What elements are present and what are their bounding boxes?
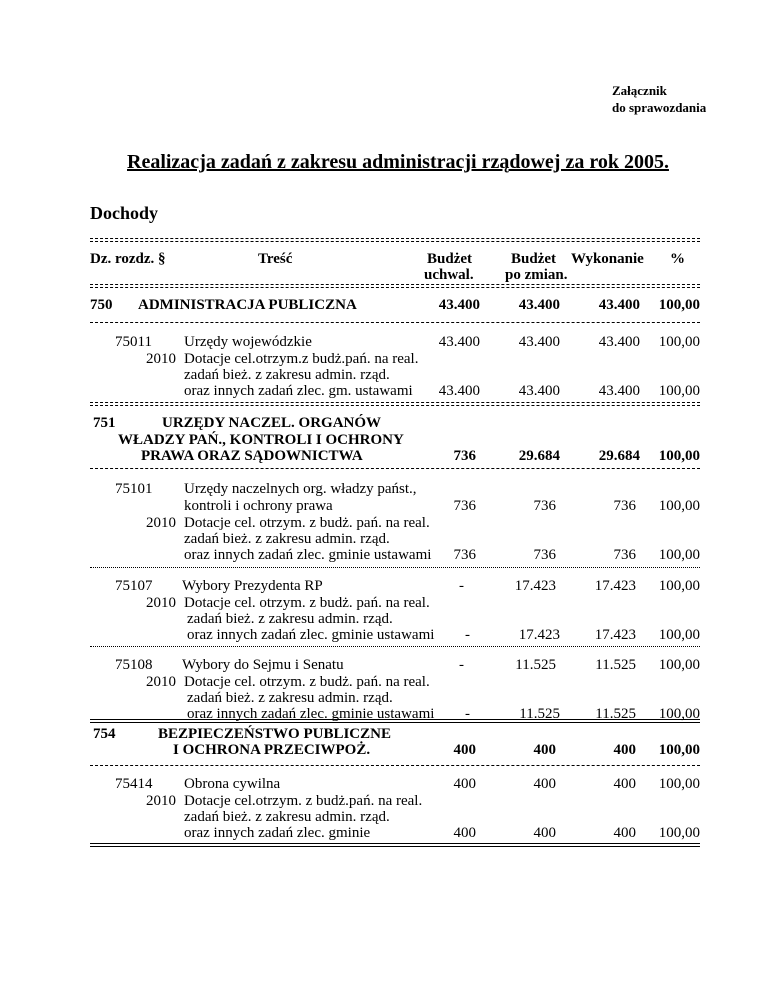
par-75107-line-3: oraz innych zadań zlec. gminie ustawami: [187, 627, 435, 643]
chapter-75107-code: 75107: [115, 578, 153, 594]
par-75101-execution: 736: [613, 547, 636, 563]
par-75414-code: 2010: [146, 793, 176, 809]
par-75414-percent: 100,00: [658, 825, 700, 841]
dept-754-budget-changed: 400: [533, 742, 556, 758]
par-75414-budget-adopted: 400: [453, 825, 476, 841]
par-75107-percent: 100,00: [658, 627, 700, 643]
par-75011-percent: 100,00: [658, 383, 700, 399]
rule: [90, 402, 700, 406]
chapter-75011-percent: 100,00: [658, 334, 700, 350]
par-75101-percent: 100,00: [658, 547, 700, 563]
table-bottom-rule: [90, 843, 700, 847]
par-75107-code: 2010: [146, 595, 176, 611]
par-75101-line-2: zadań bież. z zakresu admin. rząd.: [184, 531, 390, 547]
dept-751-budget-changed: 29.684: [518, 448, 560, 464]
par-75101-line-3: oraz innych zadań zlec. gminie ustawami: [184, 547, 432, 563]
chapter-75108-budget-adopted: -: [459, 657, 464, 673]
dept-750-name: ADMINISTRACJA PUBLICZNA: [138, 297, 357, 313]
par-75011-line-3: oraz innych zadań zlec. gm. ustawami: [184, 383, 413, 399]
par-75101-budget-adopted: 736: [453, 547, 476, 563]
chapter-75107-budget-adopted: -: [459, 578, 464, 594]
dept-751-budget-adopted: 736: [453, 448, 476, 464]
par-75101-budget-changed: 736: [533, 547, 556, 563]
dept-751-name-2: WŁADZY PAŃ., KONTROLI I OCHRONY: [118, 432, 404, 448]
header-budget-changed-2: po zmian.: [505, 267, 568, 283]
header-bottom-rule: [90, 284, 700, 288]
chapter-75414-code: 75414: [115, 776, 153, 792]
rule: [90, 468, 700, 469]
par-75011-code: 2010: [146, 351, 176, 367]
par-75108-code: 2010: [146, 674, 176, 690]
dept-754-budget-adopted: 400: [453, 742, 476, 758]
dept-754-execution: 400: [613, 742, 636, 758]
chapter-75011-budget-adopted: 43.400: [438, 334, 480, 350]
dept-750-code: 750: [90, 297, 113, 313]
header-percent: %: [670, 251, 685, 267]
chapter-75108-code: 75108: [115, 657, 153, 673]
rule: [90, 322, 700, 323]
rule: [90, 567, 700, 568]
header-budget-changed-1: Budżet: [511, 251, 556, 267]
rule: [90, 719, 700, 723]
chapter-75011-budget-changed: 43.400: [518, 334, 560, 350]
par-75011-budget-adopted: 43.400: [438, 383, 480, 399]
dept-754-name-1: BEZPIECZEŃSTWO PUBLICZNE: [158, 726, 391, 742]
par-75414-line-3: oraz innych zadań zlec. gminie: [184, 825, 371, 841]
chapter-75108-percent: 100,00: [658, 657, 700, 673]
chapter-75101-name-2: kontroli i ochrony prawa: [184, 498, 333, 514]
chapter-75011-execution: 43.400: [598, 334, 640, 350]
par-75011-execution: 43.400: [598, 383, 640, 399]
chapter-75101-budget-changed: 736: [533, 498, 556, 514]
chapter-75108-budget-changed: 11.525: [515, 657, 556, 673]
par-75107-budget-changed: 17.423: [518, 627, 560, 643]
par-75414-budget-changed: 400: [533, 825, 556, 841]
par-75108-line-1: Dotacje cel. otrzym. z budż. pań. na real.: [184, 674, 430, 690]
chapter-75101-percent: 100,00: [658, 498, 700, 514]
par-75011-line-1: Dotacje cel.otrzym.z budż.pań. na real.: [184, 351, 419, 367]
par-75108-percent: 100,00: [658, 706, 700, 722]
chapter-75414-budget-adopted: 400: [453, 776, 476, 792]
header-budget-adopted-2: uchwal.: [424, 267, 474, 283]
dept-754-code: 754: [93, 726, 116, 742]
chapter-75107-budget-changed: 17.423: [514, 578, 556, 594]
header-content: Treść: [258, 251, 293, 267]
chapter-75414-budget-changed: 400: [533, 776, 556, 792]
dept-750-execution: 43.400: [598, 297, 640, 313]
header-top-rule: [90, 238, 700, 242]
chapter-75107-execution: 17.423: [594, 578, 636, 594]
rule: [90, 765, 700, 766]
par-75107-execution: 17.423: [594, 627, 636, 643]
chapter-75107-name: Wybory Prezydenta RP: [182, 578, 323, 594]
chapter-75108-execution: 11.525: [595, 657, 636, 673]
dept-750-budget-changed: 43.400: [518, 297, 560, 313]
chapter-75101-code: 75101: [115, 481, 153, 497]
par-75108-execution: 11.525: [595, 706, 636, 722]
chapter-75101-execution: 736: [613, 498, 636, 514]
section-heading: Dochody: [90, 203, 159, 223]
par-75107-line-2: zadań bież. z zakresu admin. rząd.: [187, 611, 393, 627]
chapter-75011-code: 75011: [115, 334, 152, 350]
dept-754-name-2: I OCHRONA PRZECIWPOŻ.: [173, 742, 371, 758]
par-75414-line-2: zadań bież. z zakresu admin. rząd.: [184, 809, 390, 825]
rule: [90, 646, 700, 647]
dept-750-budget-adopted: 43.400: [438, 297, 480, 313]
chapter-75108-name: Wybory do Sejmu i Senatu: [182, 657, 344, 673]
header-budget-adopted-1: Budżet: [427, 251, 472, 267]
par-75101-line-1: Dotacje cel. otrzym. z budż. pań. na real.: [184, 515, 430, 531]
header-execution: Wykonanie: [571, 251, 644, 267]
dept-754-percent: 100,00: [658, 742, 700, 758]
chapter-75101-budget-adopted: 736: [453, 498, 476, 514]
attachment-line-1: Załącznik: [612, 83, 667, 98]
chapter-75101-name-1: Urzędy naczelnych org. władzy państ.,: [184, 481, 417, 497]
attachment-line-2: do sprawozdania: [612, 100, 707, 115]
par-75101-code: 2010: [146, 515, 176, 531]
par-75108-line-2: zadań bież. z zakresu admin. rząd.: [187, 690, 393, 706]
par-75414-line-1: Dotacje cel.otrzym. z budż.pań. na real.: [184, 793, 423, 809]
page-title: Realizacja zadań z zakresu administracji rządowej za rok 2005.: [127, 151, 669, 173]
header-code: Dz. rozdz. §: [90, 251, 166, 267]
par-75011-budget-changed: 43.400: [518, 383, 560, 399]
chapter-75107-percent: 100,00: [658, 578, 700, 594]
dept-750-percent: 100,00: [658, 297, 700, 313]
par-75108-budget-adopted: -: [465, 706, 470, 722]
dept-751-execution: 29.684: [598, 448, 640, 464]
chapter-75414-percent: 100,00: [658, 776, 700, 792]
dept-751-name-3: PRAWA ORAZ SĄDOWNICTWA: [141, 448, 363, 464]
par-75108-line-3: oraz innych zadań zlec. gminie ustawami: [187, 706, 435, 722]
chapter-75011-name: Urzędy wojewódzkie: [184, 334, 312, 350]
par-75011-line-2: zadań bież. z zakresu admin. rząd.: [184, 367, 390, 383]
par-75107-line-1: Dotacje cel. otrzym. z budż. pań. na real.: [184, 595, 430, 611]
par-75108-budget-changed: 11.525: [519, 706, 560, 722]
chapter-75414-name: Obrona cywilna: [184, 776, 281, 792]
par-75414-execution: 400: [613, 825, 636, 841]
par-75107-budget-adopted: -: [465, 627, 470, 643]
dept-751-code: 751: [93, 415, 116, 431]
chapter-75414-execution: 400: [613, 776, 636, 792]
dept-751-name-1: URZĘDY NACZEL. ORGANÓW: [162, 415, 382, 431]
dept-751-percent: 100,00: [658, 448, 700, 464]
